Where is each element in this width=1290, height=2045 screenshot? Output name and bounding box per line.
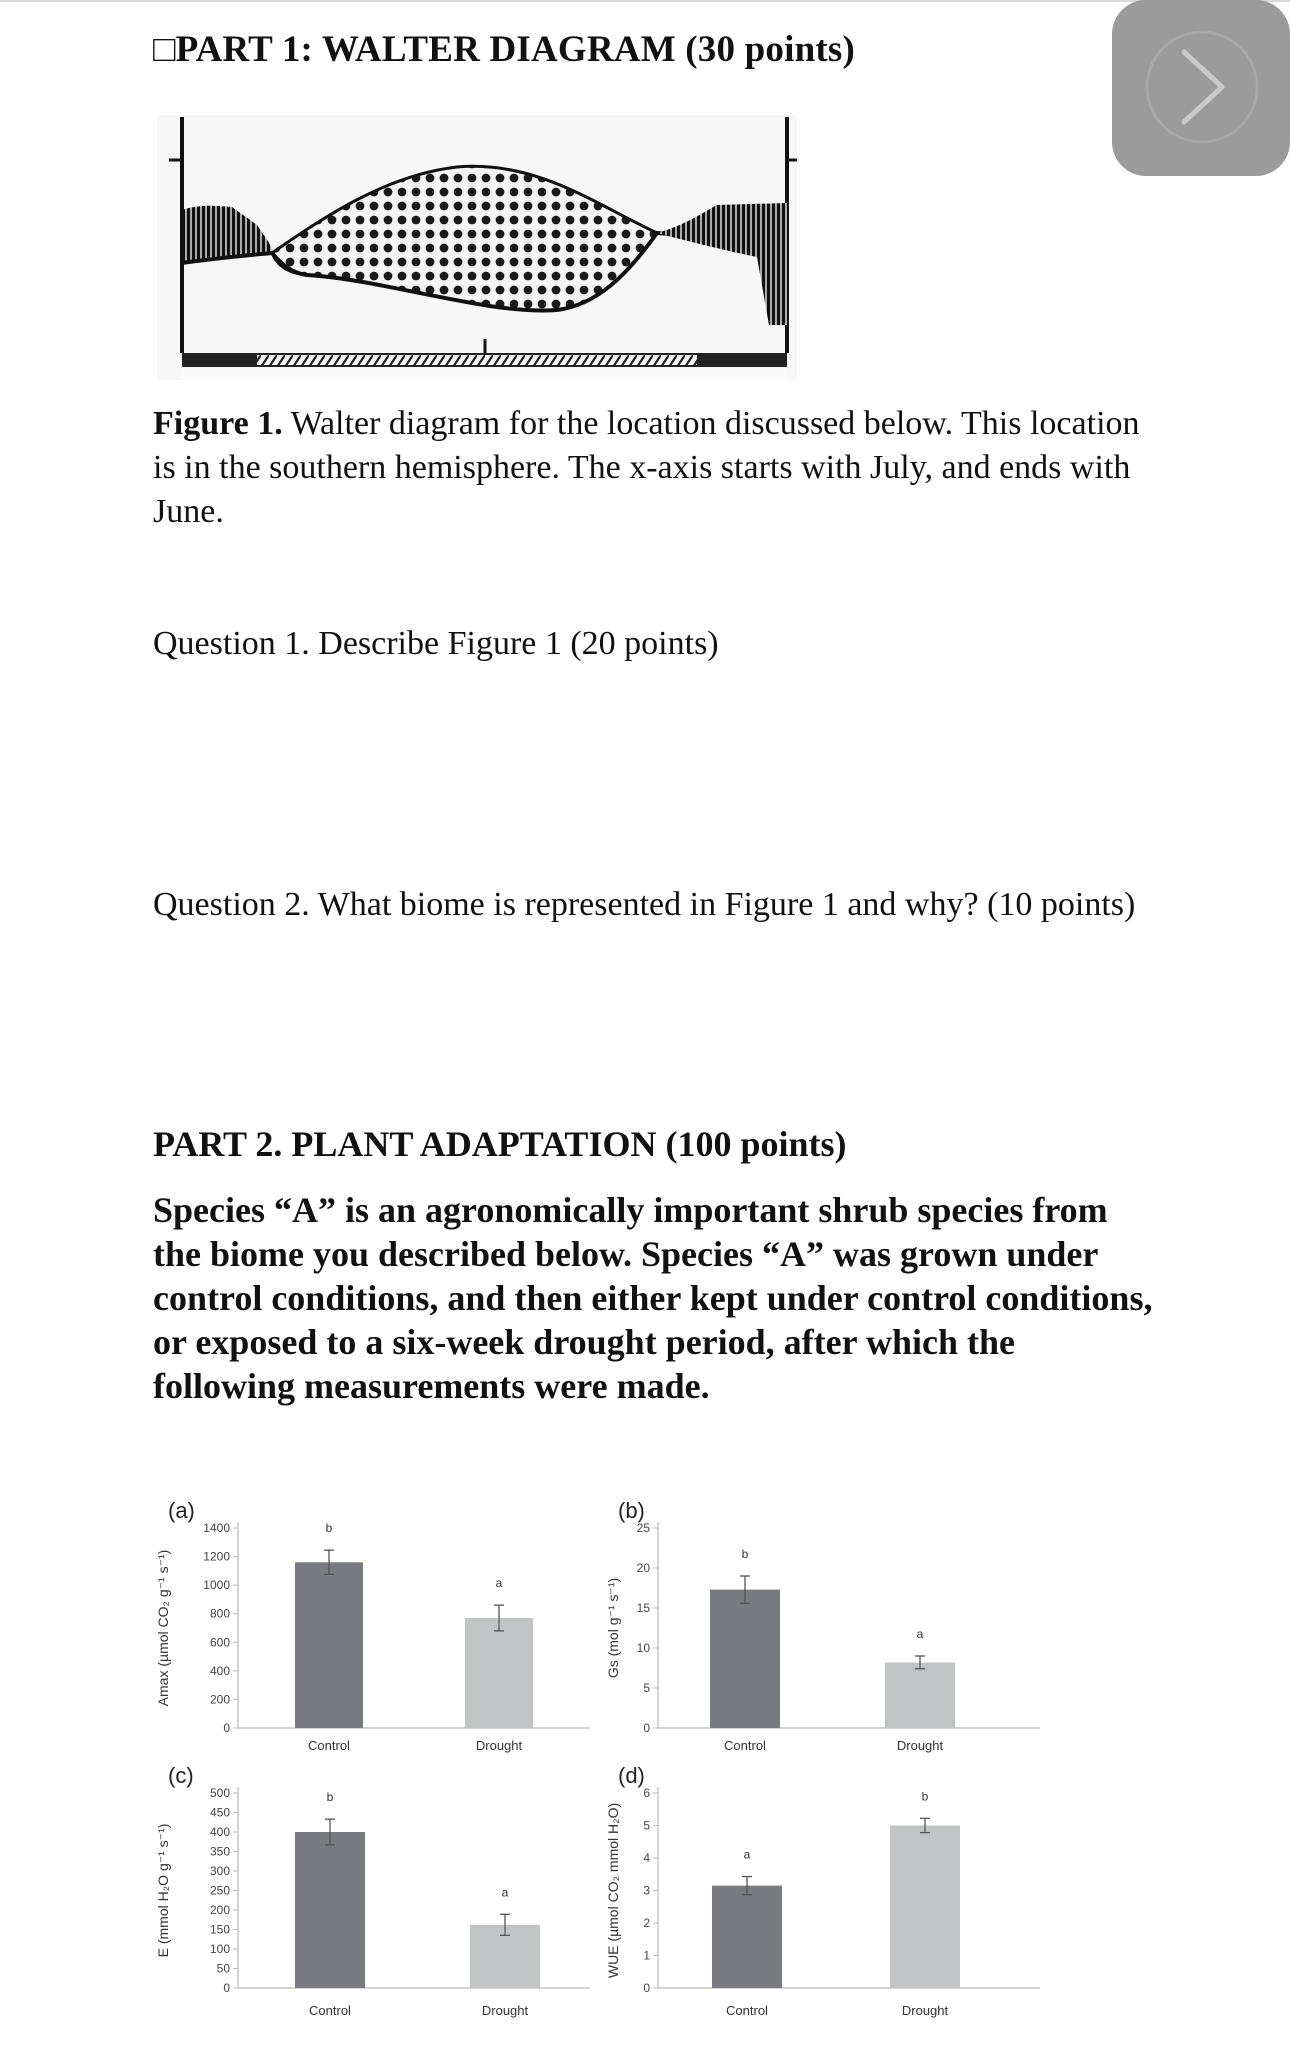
y-tick-label: 250 [209,1883,230,1898]
figure1-label: Figure 1. [153,405,283,442]
category-label: Drought [481,2003,529,2018]
y-tick-label: 0 [223,1721,230,1735]
y-tick-label: 0 [223,1981,230,1995]
figure1-caption [153,402,1143,534]
part2-intro: Species “A” is an agronomically important shrub species from the biome you described below. Species “A” was grown under control conditions, and then either kept under control conditions, or exposed to a six-week drought period, after which the following measurements were made. [153,1190,1153,1406]
significance-label: a [916,1627,924,1641]
question-2: Question 2. What biome is represented in Figure 1 and why? (10 points) [153,886,1136,923]
y-tick-label: 450 [209,1805,230,1820]
part1-heading [153,28,855,71]
y-tick-label: 3 [643,1883,650,1898]
bar-drought [890,1826,960,1989]
figure1-caption-text: Walter diagram for the location discussed below. This location is in the southern hemisphere. The x-axis starts with July, and ends with June. [153,405,1140,530]
panel-label: (a) [168,1498,195,1523]
top-divider [0,0,1290,2]
y-tick-label: 150 [209,1922,230,1937]
bar-control [295,1562,363,1728]
y-tick-label: 200 [209,1903,230,1917]
y-tick-label: 25 [636,1521,650,1535]
category-label: Control [309,2003,351,2018]
category-label: Drought [901,2003,949,2018]
significance-label: a [743,1847,751,1862]
category-label: Control [726,2003,768,2018]
walter-diagram-figure [157,115,797,380]
next-button[interactable] [1112,0,1290,176]
y-tick-label: 1 [643,1948,650,1963]
y-axis-label: E (mmol H₂O g⁻¹ s⁻¹) [155,1823,171,1958]
bar-control [710,1590,780,1728]
y-tick-label: 800 [209,1606,230,1621]
y-axis-label: Gs (mol g⁻¹ s⁻¹) [605,1577,621,1679]
y-tick-label: 1400 [203,1521,230,1535]
panel-label: (c) [168,1763,194,1788]
significance-label: b [325,1521,333,1536]
part2-heading: PART 2. PLANT ADAPTATION (100 points) [153,1124,847,1164]
y-tick-label: 0 [643,1981,650,1995]
bar-control [712,1886,782,1988]
bar-drought [885,1662,955,1728]
y-tick-label: 20 [636,1561,650,1575]
bar-control [295,1832,365,1988]
significance-label: a [501,1885,509,1900]
y-tick-label: 350 [209,1844,230,1859]
category-label: Drought [896,1738,944,1753]
walter-frost-hatch [257,355,697,365]
y-tick-label: 5 [643,1681,650,1695]
significance-label: b [326,1790,334,1805]
heading-box-glyph: □ [153,29,176,70]
y-tick-label: 5 [643,1818,650,1833]
chevron-right-icon [1142,22,1262,152]
y-tick-label: 100 [209,1942,230,1956]
panel-label: (d) [618,1763,645,1788]
y-tick-label: 1000 [203,1578,230,1593]
y-axis-label: WUE (µmol CO₂ mmol H₂O) [605,1802,621,1979]
category-label: Control [724,1738,766,1753]
y-tick-label: 1200 [203,1549,230,1564]
y-tick-label: 4 [643,1851,650,1865]
bar-drought [465,1618,533,1728]
panel-label: (b) [618,1498,645,1523]
y-tick-label: 2 [643,1916,650,1930]
bar-charts-figure [150,1488,1050,2040]
y-tick-label: 6 [643,1786,650,1800]
significance-label: b [741,1547,749,1561]
y-tick-label: 400 [209,1825,230,1839]
category-label: Control [308,1738,350,1753]
y-tick-label: 300 [209,1864,230,1878]
y-tick-label: 0 [643,1721,650,1735]
y-tick-label: 400 [209,1663,230,1678]
y-axis-label: Amax (µmol CO₂ g⁻¹ s⁻¹) [155,1549,171,1707]
y-tick-label: 600 [209,1635,230,1650]
part1-heading-text: PART 1: WALTER DIAGRAM (30 points) [175,29,856,70]
question-1: Question 1. Describe Figure 1 (20 points) [153,625,719,662]
y-tick-label: 50 [216,1961,230,1976]
y-tick-label: 15 [636,1601,650,1615]
y-tick-label: 500 [209,1786,230,1800]
significance-label: b [921,1789,929,1804]
y-tick-label: 200 [209,1692,230,1707]
significance-label: a [495,1576,503,1591]
category-label: Drought [475,1738,523,1753]
y-tick-label: 10 [636,1641,650,1655]
